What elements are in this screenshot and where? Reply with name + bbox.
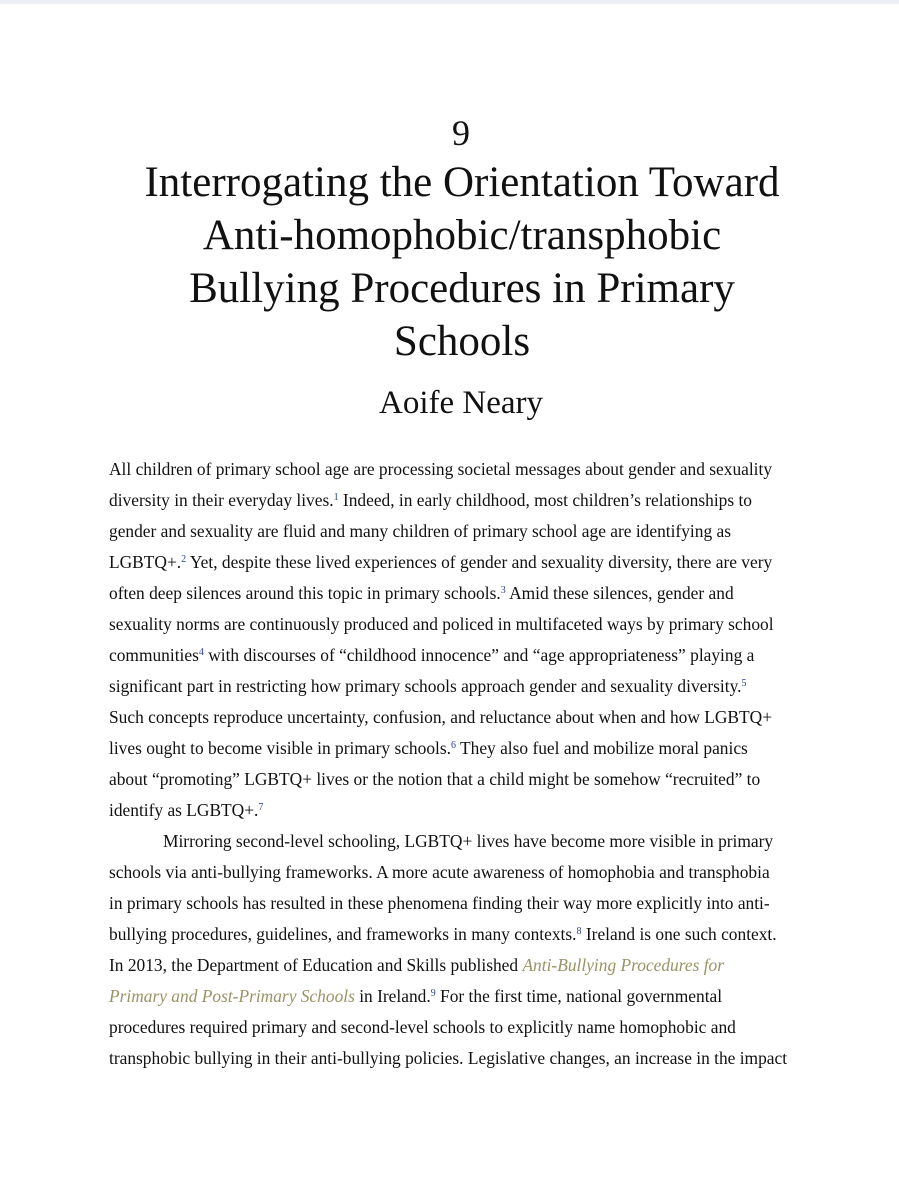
text-line: often deep silences around this topic in primary schools.$^3$ Amid these silences, gender and	[109, 583, 734, 603]
footnote-marker[interactable]: 5	[741, 678, 747, 689]
chapter-title-line: Anti-homophobic/transphobic	[202, 212, 722, 259]
chapter-title-line: Schools	[393, 318, 531, 365]
text-line: LGBTQ+.$^2$ Yet, despite these lived experiences of gender and sexuality diversity, there are very	[109, 552, 773, 572]
text-line: procedures required primary and second-level schools to explicitly name homophobic and	[109, 1017, 736, 1037]
text-line: Primary and Post-Primary Schools in Ireland.$^9$ For the first time, national governmental	[109, 986, 723, 1006]
text-line: lives ought to become visible in primary schools.$^6$ They also fuel and mobilize moral panics	[109, 738, 748, 758]
text-line: Mirroring second-level schooling, LGBTQ+ lives have become more visible in primary	[163, 831, 774, 851]
footnote-marker[interactable]: 7	[258, 802, 264, 813]
text-line: gender and sexuality are fluid and many children of primary school age are identifying as	[109, 521, 731, 541]
text-line: sexuality norms are continuously produced and policed in multifaceted ways by primary school	[109, 614, 774, 634]
document-title-link[interactable]: Anti-Bullying Procedures for	[522, 955, 725, 975]
text-line: All children of primary school age are processing societal messages about gender and sexuality	[109, 459, 773, 479]
text-line: identify as LGBTQ+.$^7$	[109, 800, 264, 820]
chapter-title	[110, 156, 814, 368]
text-line: In 2013, the Department of Education and Skills published Anti-Bullying Procedures for	[109, 955, 725, 975]
text-line: schools via anti-bullying frameworks. A more acute awareness of homophobia and transphobia	[109, 862, 770, 882]
author-name: Aoife Neary	[378, 385, 543, 421]
document-title-link[interactable]: Primary and Post-Primary Schools	[109, 986, 355, 1006]
text-line: diversity in their everyday lives.$^1$ Indeed, in early childhood, most children’s relationships to	[109, 490, 753, 510]
footnote-marker[interactable]: 4	[198, 647, 204, 658]
text-line: communities$^4$ with discourses of “childhood innocence” and “age appropriateness” playing a	[109, 645, 755, 665]
footnote-marker[interactable]: 1	[333, 492, 339, 503]
footnote-marker[interactable]: 9	[430, 988, 436, 999]
paragraph-1	[109, 454, 829, 826]
body-text	[109, 454, 829, 1074]
chapter-number: 9	[452, 113, 470, 153]
text-line: Such concepts reproduce uncertainty, confusion, and reluctance about when and how LGBTQ+	[109, 707, 773, 727]
footnote-marker[interactable]: 2	[181, 554, 187, 565]
footnote-marker[interactable]: 3	[500, 585, 506, 596]
text-line: in primary schools has resulted in these phenomena finding their way more explicitly into anti-	[109, 893, 770, 913]
chapter-title-line: Bullying Procedures in Primary	[189, 265, 735, 312]
text-line: transphobic bullying in their anti-bullying policies. Legislative changes, an increase in the impact	[109, 1048, 788, 1068]
top-rule	[0, 0, 899, 4]
text-line: about “promoting” LGBTQ+ lives or the notion that a child might be somehow “recruited” to	[109, 769, 761, 789]
chapter-title-line: Interrogating the Orientation Toward	[144, 159, 780, 206]
footnote-marker[interactable]: 6	[450, 740, 456, 751]
footnote-marker[interactable]: 8	[576, 926, 582, 937]
text-line: significant part in restricting how primary schools approach gender and sexuality diversity.$^5$	[109, 676, 747, 696]
text-line: bullying procedures, guidelines, and frameworks in many contexts.$^8$ Ireland is one such context.	[109, 924, 777, 944]
paragraph-2	[109, 826, 829, 1074]
